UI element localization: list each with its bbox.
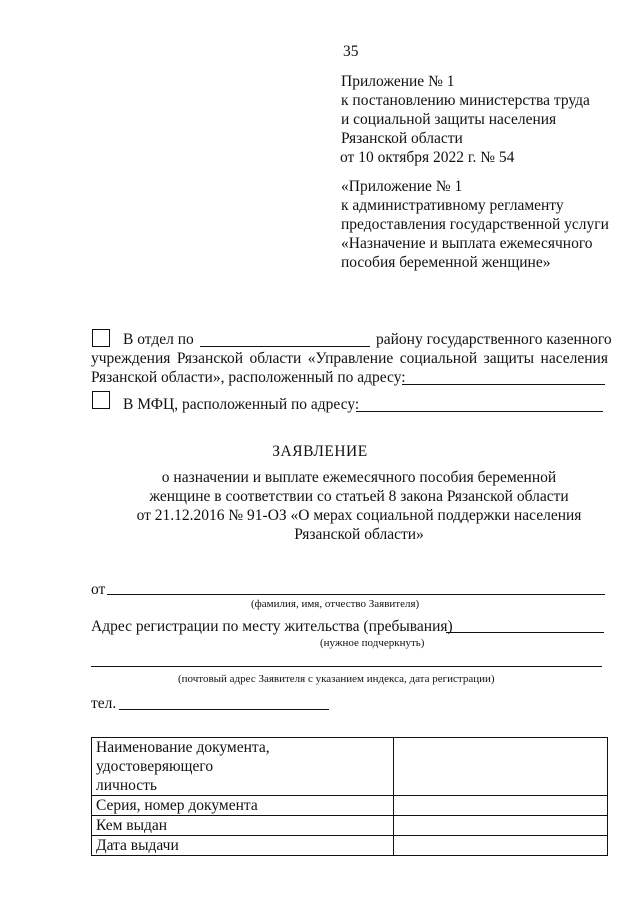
appendix-line: к постановлению министерства труда [341, 92, 590, 109]
id-document-table [91, 737, 608, 856]
id-issuer-label: Кем выдан [92, 816, 394, 836]
subtitle-line: женщине в соответствии со статьей 8 закона Рязанской области [149, 488, 569, 505]
mfc-address-field[interactable] [356, 411, 603, 412]
appendix-line: Приложение № 1 [341, 73, 455, 90]
document-title: ЗАЯВЛЕНИЕ [272, 443, 368, 460]
subtitle-line: Рязанской области» [294, 526, 424, 543]
mfc-checkbox[interactable] [92, 391, 110, 409]
regulation-line: к административному регламенту [341, 197, 564, 214]
department-line3: Рязанской области», расположенный по адресу: [91, 369, 406, 386]
id-doc-name-label: Наименование документа, удостоверяющего [96, 739, 270, 775]
subtitle-line: о назначении и выплате ежемесячного пособия беременной [161, 469, 557, 486]
table-row [92, 836, 608, 856]
id-doc-name-label-cont: личность [96, 777, 157, 794]
id-series-field[interactable] [394, 796, 608, 816]
phone-field[interactable] [119, 709, 329, 710]
department-address-field[interactable] [402, 384, 605, 385]
department-prefix: В отдел по [123, 331, 194, 348]
applicant-name-field[interactable] [107, 594, 605, 595]
address-caption: (нужное подчеркнуть) [320, 637, 425, 649]
applicant-name-caption: (фамилия, имя, отчество Заявителя) [251, 598, 420, 610]
appendix-header [341, 72, 590, 167]
address-label: Адрес регистрации по месту жительства (пребывания) [91, 618, 453, 635]
regulation-line: «Приложение № 1 [341, 178, 463, 195]
id-series-label: Серия, номер документа [92, 796, 394, 816]
table-row [92, 738, 608, 796]
appendix-line: от 10 октября 2022 г. № 54 [340, 149, 515, 166]
district-field[interactable] [200, 346, 370, 347]
registration-address-field[interactable] [446, 632, 604, 633]
table-row [92, 796, 608, 816]
id-date-field[interactable] [394, 836, 608, 856]
regulation-line: пособия беременной женщине» [341, 254, 551, 271]
mfc-label: В МФЦ, расположенный по адресу: [123, 396, 360, 413]
regulation-header [341, 177, 609, 272]
id-issuer-field[interactable] [394, 816, 608, 836]
table-cell-label [92, 738, 394, 796]
postal-caption: (почтовый адрес Заявителя с указанием индекса, дата регистрации) [178, 673, 495, 685]
table-row [92, 816, 608, 836]
appendix-line: Рязанской области [341, 130, 463, 147]
regulation-line: «Назначение и выплата ежемесячного [341, 235, 593, 252]
postal-address-field[interactable] [91, 666, 602, 667]
document-subtitle [70, 468, 640, 544]
id-doc-name-field[interactable] [394, 738, 608, 796]
department-suffix: району государственного казенного [376, 331, 612, 348]
subtitle-line: от 21.12.2016 № 91-ОЗ «О мерах социальной поддержки населения [136, 507, 582, 524]
department-line2: учреждения Рязанской области «Управление социальной защиты населения [91, 350, 608, 367]
appendix-line: и социальной защиты населения [341, 111, 557, 128]
regulation-line: предоставления государственной услуги [341, 216, 609, 233]
page-number: 35 [343, 43, 359, 60]
from-label: от [91, 581, 106, 598]
phone-label: тел. [91, 695, 117, 712]
department-checkbox[interactable] [92, 329, 110, 347]
id-date-label: Дата выдачи [92, 836, 394, 856]
